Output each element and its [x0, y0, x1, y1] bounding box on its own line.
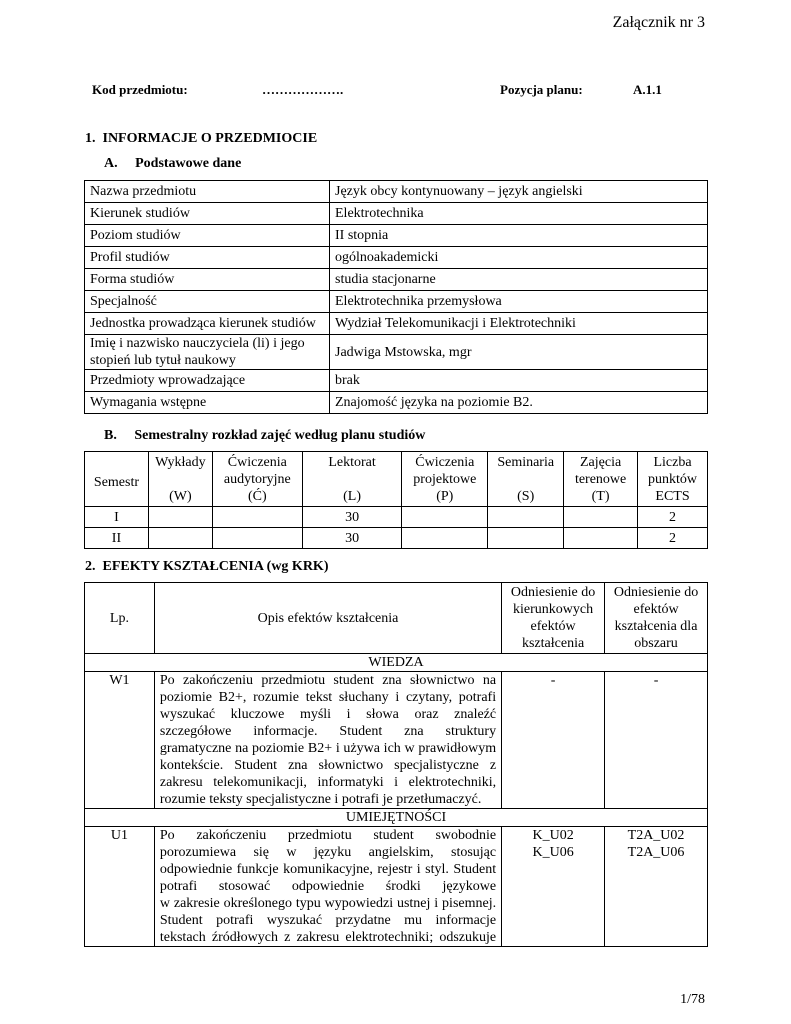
schedule-cell	[148, 528, 212, 549]
knowledge-heading: WIEDZA	[85, 654, 708, 672]
field-outcomes-header: Odniesienie do kierunkowych efektów kształcenia	[502, 583, 605, 654]
schedule-cell: 30	[302, 528, 402, 549]
basic-data-value: ogólnoakademicki	[330, 247, 708, 269]
basic-data-label: Poziom studiów	[85, 225, 330, 247]
outcome-description: Po zakończeniu przedmiotu student zna słownictwo na poziomie B2+, rozumie tekst słuchany i czytany, potrafi wyszukać kluczowe myśli i słowa oraz znaleźć szczegółowe informacje. Student zna struktury gramatyczne na poziomie B2+ i używa ich w prawidłowym kontekście. Student zna słownictwo specjalistyczne z zakresu telekomunikacji, informatyki i elektrotechniki, rozumie teksty specjalistyczne i potrafi je przetłumaczyć.	[154, 672, 501, 809]
basic-data-row	[85, 392, 708, 414]
course-code-label: Kod przedmiotu:	[92, 82, 188, 97]
subsection-b-title: B. Semestralny rozkład zajęć według planu studiów	[104, 428, 426, 443]
basic-data-row	[85, 181, 708, 203]
schedule-cell	[212, 528, 302, 549]
schedule-header-cell: Lektorat (L)	[302, 452, 402, 507]
outcome-row-u1	[85, 827, 708, 947]
basic-data-value: II stopnia	[330, 225, 708, 247]
outcome-id: U1	[85, 827, 155, 947]
basic-data-row	[85, 370, 708, 392]
schedule-cell: I	[85, 507, 149, 528]
basic-data-value: Znajomość języka na poziomie B2.	[330, 392, 708, 414]
learning-outcomes-table	[84, 582, 708, 947]
schedule-cell	[488, 507, 564, 528]
basic-data-value: Wydział Telekomunikacji i Elektrotechniki	[330, 313, 708, 335]
area-outcome-ref: -	[605, 672, 708, 809]
field-outcome-ref: -	[502, 672, 605, 809]
skills-heading: UMIEJĘTNOŚCI	[85, 809, 708, 827]
knowledge-section-row	[85, 654, 708, 672]
plan-position-label: Pozycja planu:	[500, 82, 583, 97]
basic-data-table	[84, 180, 708, 414]
basic-data-value: Elektrotechnika przemysłowa	[330, 291, 708, 313]
skills-section-row	[85, 809, 708, 827]
area-outcomes-header: Odniesienie do efektów kształcenia dla obszaru	[605, 583, 708, 654]
schedule-cell: 30	[302, 507, 402, 528]
schedule-header-cell: Wykłady (W)	[148, 452, 212, 507]
basic-data-row	[85, 225, 708, 247]
schedule-row	[85, 528, 708, 549]
schedule-cell: II	[85, 528, 149, 549]
plan-position-value: A.1.1	[633, 82, 662, 97]
basic-data-row	[85, 247, 708, 269]
outcome-description: Po zakończeniu przedmiotu student swobodnie porozumiewa się w języku angielskim, stosując odpowiednie funkcje komunikacyjne, rejestr i styl. Student potrafi stosować odpowiednie środki językowe w zakresie określonego typu wypowiedzi ustnej i pisemnej. Student potrafi wyszukać przydatne mu informacje tekstach źródłowych z zakresu elektrotechniki; odszukuje	[154, 827, 501, 947]
schedule-table	[84, 451, 708, 549]
schedule-cell	[402, 528, 488, 549]
basic-data-row	[85, 335, 708, 370]
outcomes-header-row	[85, 583, 708, 654]
schedule-row	[85, 507, 708, 528]
schedule-cell	[564, 528, 638, 549]
section-1-title: 1. INFORMACJE O PRZEDMIOCIE	[85, 131, 318, 146]
basic-data-value: Elektrotechnika	[330, 203, 708, 225]
basic-data-row	[85, 269, 708, 291]
section-2-title: 2. EFEKTY KSZTAŁCENIA (wg KRK)	[85, 559, 329, 574]
schedule-header-cell: Ćwiczenia projektowe (P)	[402, 452, 488, 507]
schedule-header-cell: Liczba punktów ECTS	[638, 452, 708, 507]
basic-data-label: Jednostka prowadząca kierunek studiów	[85, 313, 330, 335]
outcome-row-w1	[85, 672, 708, 809]
basic-data-row	[85, 291, 708, 313]
schedule-cell	[148, 507, 212, 528]
description-header: Opis efektów kształcenia	[154, 583, 501, 654]
page-number: 1/78	[680, 992, 705, 1007]
basic-data-label: Kierunek studiów	[85, 203, 330, 225]
schedule-cell: 2	[638, 507, 708, 528]
subsection-a-title: A. Podstawowe dane	[104, 156, 242, 171]
course-code-value: ……………….	[262, 82, 344, 97]
basic-data-label: Profil studiów	[85, 247, 330, 269]
outcome-id: W1	[85, 672, 155, 809]
basic-data-value: studia stacjonarne	[330, 269, 708, 291]
schedule-header-cell: Ćwiczenia audytoryjne (Ć)	[212, 452, 302, 507]
basic-data-value: Język obcy kontynuowany – język angielski	[330, 181, 708, 203]
basic-data-label: Specjalność	[85, 291, 330, 313]
schedule-header-cell: Semestr	[85, 452, 149, 507]
lp-header: Lp.	[85, 583, 155, 654]
schedule-header-cell: Zajęcia terenowe (T)	[564, 452, 638, 507]
basic-data-label: Nazwa przedmiotu	[85, 181, 330, 203]
basic-data-row	[85, 313, 708, 335]
schedule-cell	[212, 507, 302, 528]
basic-data-value: brak	[330, 370, 708, 392]
basic-data-row	[85, 203, 708, 225]
schedule-cell	[402, 507, 488, 528]
attachment-label: Załącznik nr 3	[612, 14, 705, 31]
basic-data-label: Wymagania wstępne	[85, 392, 330, 414]
basic-data-label: Forma studiów	[85, 269, 330, 291]
schedule-cell	[488, 528, 564, 549]
field-outcome-ref: K_U02 K_U06	[502, 827, 605, 947]
schedule-header-cell: Seminaria (S)	[488, 452, 564, 507]
schedule-cell: 2	[638, 528, 708, 549]
schedule-cell	[564, 507, 638, 528]
basic-data-label: Imię i nazwisko nauczyciela (li) i jego stopień lub tytuł naukowy	[85, 335, 330, 370]
basic-data-value: Jadwiga Mstowska, mgr	[330, 335, 708, 370]
basic-data-label: Przedmioty wprowadzające	[85, 370, 330, 392]
area-outcome-ref: T2A_U02 T2A_U06	[605, 827, 708, 947]
schedule-header-row	[85, 452, 708, 507]
